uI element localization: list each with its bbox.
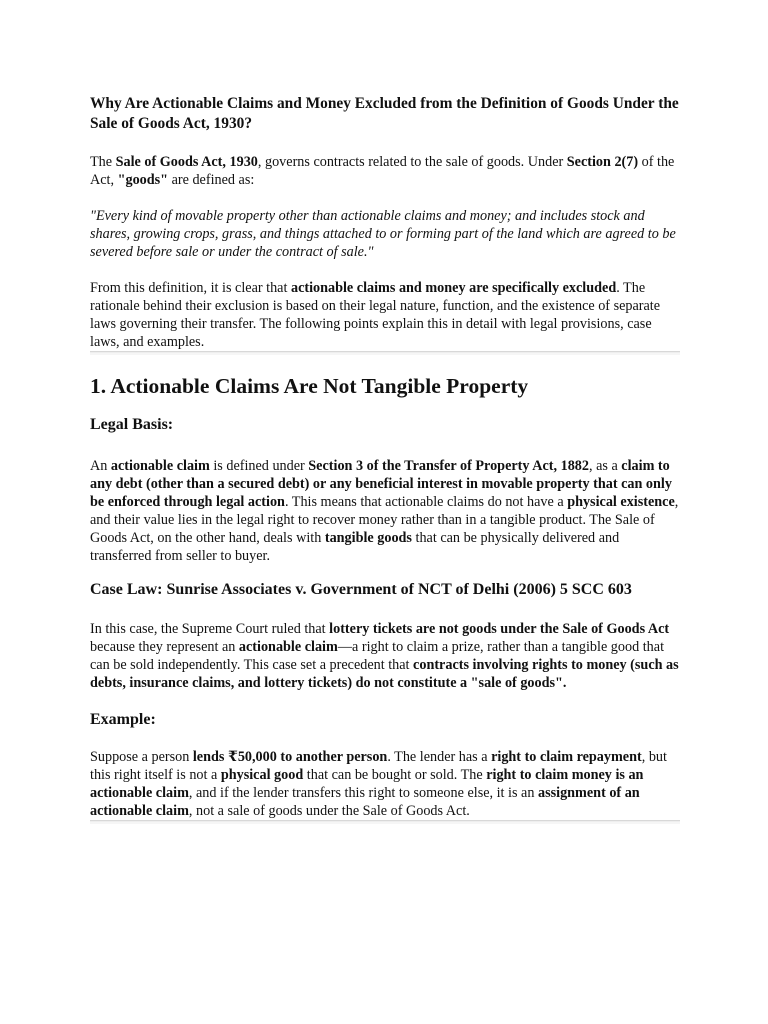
- example-paragraph: [90, 748, 680, 820]
- intro-text: are defined as:: [168, 172, 255, 188]
- case-bold: .: [562, 675, 567, 691]
- legal-bold: physical existence: [567, 494, 675, 510]
- example-text: , and if the lender transfers this right to someone else, it is an: [188, 785, 538, 801]
- intro-bold-goods: "goods": [117, 172, 169, 188]
- intro-bold-act: Sale of Goods Act, 1930: [115, 154, 258, 170]
- case-law-paragraph: [90, 620, 680, 692]
- section-heading: 1. Actionable Claims Are Not Tangible Property: [90, 374, 529, 398]
- example-text: . The lender has a: [387, 749, 492, 765]
- example-bold: physical good: [220, 767, 304, 783]
- article-title: Why Are Actionable Claims and Money Excluded from the Definition of Goods Under the Sale of Goods Act, 1930?: [90, 95, 679, 132]
- explanation-bold: actionable claims and money are specifically excluded: [290, 280, 617, 296]
- case-law-heading: Case Law: Sunrise Associates v. Government of NCT of Delhi (2006) 5 SCC 603: [90, 581, 632, 598]
- legal-text: is defined under: [209, 458, 309, 474]
- example-text: , not a sale of goods under the Sale of Goods Act.: [188, 803, 470, 819]
- example-bold: lends ₹50,000 to another person: [192, 749, 388, 765]
- legal-basis-heading: Legal Basis:: [90, 416, 174, 433]
- example-bold: right to claim repayment: [491, 749, 642, 765]
- definition-explanation-paragraph: [90, 279, 680, 351]
- legal-bold: tangible goods: [324, 530, 412, 546]
- case-text: —a right to claim a prize, rather than a tangible good that can be sold independently. This case set a precedent that: [90, 639, 665, 673]
- article-body: [90, 94, 680, 824]
- legal-bold: claim to any debt (other than a secured debt) or any beneficial interest in movable property that can only be enforced through legal action: [90, 458, 672, 510]
- intro-paragraph: [90, 153, 680, 189]
- example-text: , but this right itself is not a: [90, 749, 667, 783]
- legal-bold: Section 3 of the Transfer of Property Act, 1882: [308, 458, 589, 474]
- legal-text: An: [90, 458, 111, 474]
- example-heading: Example:: [90, 711, 156, 728]
- legal-basis-paragraph: [90, 457, 680, 565]
- intro-text: The: [90, 154, 116, 170]
- legal-text: , and their value lies in the legal right to recover money rather than in a tangible product. The Sale of Goods Act, on the other hand, deals with: [90, 494, 679, 546]
- definition-quote: "Every kind of movable property other than actionable claims and money; and includes stock and shares, growing crops, grass, and things attached to or forming part of the land which are agreed to be severed before sale or under the contract of sale.": [90, 208, 676, 260]
- example-text: that can be bought or sold. The: [303, 767, 487, 783]
- case-bold: contracts involving rights to money (such as debts, insurance claims, and lottery tickets) do not constitute a "sale of goods": [90, 657, 679, 691]
- intro-text: , governs contracts related to the sale of goods. Under: [257, 154, 567, 170]
- explanation-text: From this definition, it is clear that: [90, 280, 291, 296]
- explanation-text: . The rationale behind their exclusion is based on their legal nature, function, and the existence of separate laws governing their transfer. The following points explain this in detail with legal provisions, case laws, and examples.: [90, 280, 661, 350]
- example-bold: assignment of an actionable claim: [90, 785, 640, 819]
- example-text: Suppose a person: [90, 749, 193, 765]
- case-text: because they represent an: [90, 639, 239, 655]
- intro-text: of the Act,: [90, 154, 675, 188]
- legal-text: that can be physically delivered and transferred from seller to buyer.: [90, 530, 620, 564]
- section-divider: [90, 820, 680, 824]
- section-divider: [90, 351, 680, 355]
- legal-text: , as a: [588, 458, 622, 474]
- case-text: In this case, the Supreme Court ruled that: [90, 621, 330, 637]
- example-bold: right to claim money is an actionable claim: [90, 767, 644, 801]
- legal-text: . This means that actionable claims do not have a: [284, 494, 568, 510]
- case-bold: lottery tickets are not goods under the Sale of Goods Act: [329, 621, 670, 637]
- case-bold: actionable claim: [238, 639, 338, 655]
- legal-bold: actionable claim: [110, 458, 210, 474]
- intro-bold-section: Section 2(7): [566, 154, 639, 170]
